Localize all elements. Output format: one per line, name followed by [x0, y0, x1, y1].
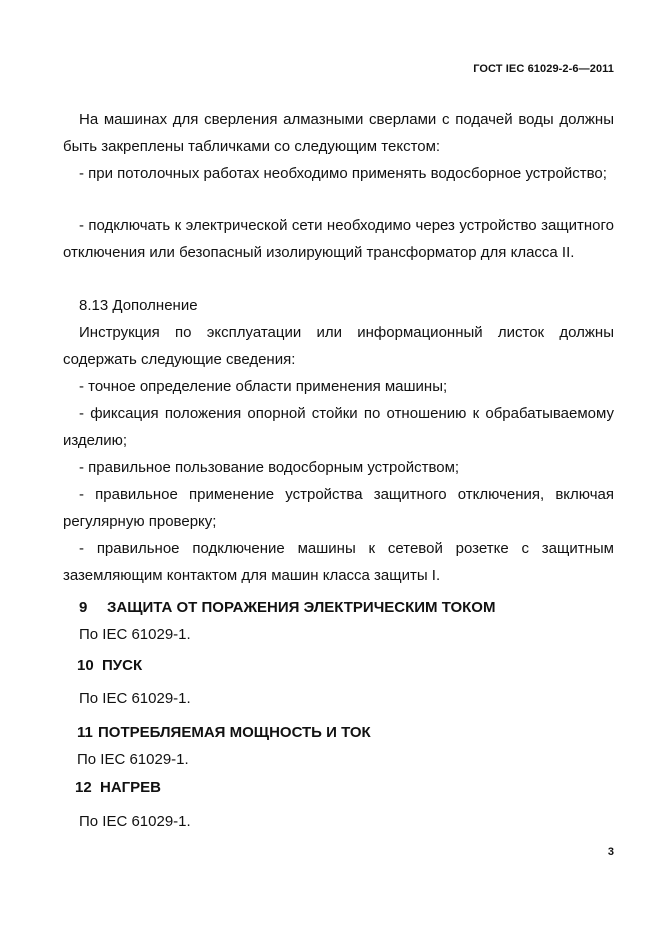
- section-9-reference: По IEC 61029-1.: [79, 626, 191, 643]
- list-item-socket-connection: - правильное подключение машины к сетевой розетке с защитным заземляющим контактом для машин класса защиты I.: [63, 540, 614, 584]
- section-number: 9: [79, 599, 88, 616]
- section-9-heading: [79, 598, 495, 618]
- section-10-reference: По IEC 61029-1.: [79, 690, 191, 707]
- section-10-heading: [77, 656, 142, 676]
- list-item-application-area: - точное определение области применения машины;: [79, 378, 448, 395]
- section-11-reference: По IEC 61029-1.: [77, 751, 189, 768]
- document-code-header: ГОСТ IEC 61029-2-6—2011: [473, 63, 614, 75]
- list-item-water-collector: - правильное пользование водосборным устройством;: [79, 459, 460, 476]
- paragraph-signs-requirement: На машинах для сверления алмазными сверлами с подачей воды должны быть закреплены табличками со следующим текстом:: [63, 111, 614, 155]
- list-item-stand-fixing: - фиксация положения опорной стойки по отношению к обрабатываемому изделию;: [63, 405, 614, 449]
- list-item-ceiling-work: - при потолочных работах необходимо применять водосборное устройство;: [79, 165, 607, 182]
- section-number: 12: [75, 779, 92, 796]
- section-title: НАГРЕВ: [100, 779, 162, 796]
- paragraph-instructions-content: Инструкция по эксплуатации или информационный листок должны содержать следующие сведения:: [63, 324, 614, 368]
- clause-8-13-title: 8.13 Дополнение: [79, 297, 198, 314]
- list-item-power-connection: - подключать к электрической сети необходимо через устройство защитного отключения или безопасный изолирующий трансформатор для класса II.: [63, 217, 614, 261]
- section-title: ПУСК: [102, 657, 143, 674]
- list-item-rcd-usage: - правильное применение устройства защитного отключения, включая регулярную проверку;: [63, 486, 614, 530]
- section-number: 10: [77, 657, 94, 674]
- section-number: 11: [77, 724, 93, 741]
- section-11-heading: [77, 723, 371, 743]
- section-title: ПОТРЕБЛЯЕМАЯ МОЩНОСТЬ И ТОК: [98, 724, 371, 741]
- section-12-heading: [75, 778, 161, 798]
- section-12-reference: По IEC 61029-1.: [79, 813, 191, 830]
- section-title: ЗАЩИТА ОТ ПОРАЖЕНИЯ ЭЛЕКТРИЧЕСКИМ ТОКОМ: [107, 599, 496, 616]
- page-number: 3: [607, 846, 614, 858]
